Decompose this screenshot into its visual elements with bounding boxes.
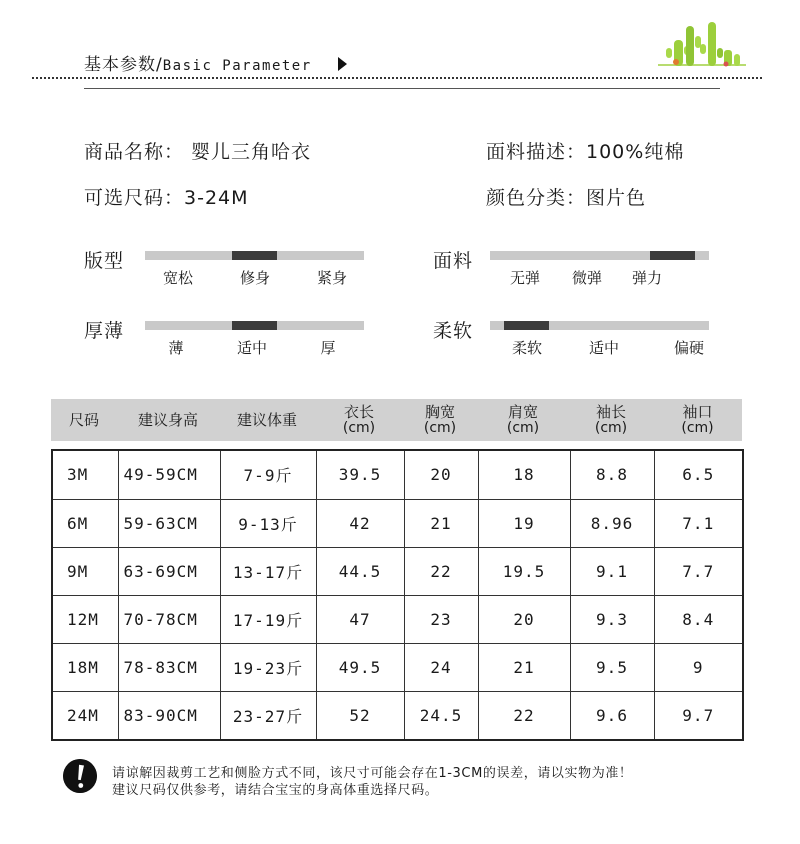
chest-cell: 22: [404, 547, 478, 595]
table-row: [52, 450, 743, 499]
chest-cell: 20: [404, 450, 478, 499]
height-cell: 59-63CM: [118, 499, 220, 547]
length-cell: 49.5: [316, 643, 404, 691]
sleeve-cell: 9.5: [570, 643, 654, 691]
length-cell: 42: [316, 499, 404, 547]
cuff-cell: 7.1: [654, 499, 743, 547]
sleeve-cell: 9.1: [570, 547, 654, 595]
height-cell: 63-69CM: [118, 547, 220, 595]
size-cell: 6M: [52, 499, 118, 547]
size-cell: 3M: [52, 450, 118, 499]
slider-option: 微弹: [571, 269, 603, 287]
weight-cell: 13-17斤: [220, 547, 316, 595]
slider-marker-thickness: [232, 321, 277, 330]
table-header-cell: [653, 399, 742, 441]
table-header-cell: [219, 399, 315, 441]
slider-label-softness: 柔软: [433, 320, 474, 342]
shoulder-cell: 21: [478, 643, 570, 691]
cuff-cell: 8.4: [654, 595, 743, 643]
color-category: 颜色分类：图片色: [486, 187, 647, 209]
chest-cell: 21: [404, 499, 478, 547]
header-name: 肩宽: [507, 403, 538, 421]
slider-marker-softness: [504, 321, 549, 330]
slider-option: 宽松: [162, 269, 194, 287]
header-unit: (cm): [342, 420, 376, 436]
cuff-cell: 9.7: [654, 691, 743, 740]
notice-line-2: 建议尺码仅供参考，请结合宝宝的身高体重选择尺码。: [112, 783, 439, 798]
slider-option: 适中: [236, 339, 268, 357]
section-title: [84, 50, 312, 75]
header-name: 胸宽: [424, 403, 455, 421]
header-unit: (cm): [423, 420, 457, 436]
slider-track-softness: [490, 321, 709, 330]
chest-cell: 24.5: [404, 691, 478, 740]
height-cell: 49-59CM: [118, 450, 220, 499]
table-header-cell: [477, 399, 569, 441]
solid-divider: [84, 88, 720, 89]
dotted-divider: [32, 77, 762, 79]
fabric-description: 面料描述：100%纯棉: [486, 141, 685, 163]
length-cell: 47: [316, 595, 404, 643]
size-cell: 9M: [52, 547, 118, 595]
header-unit: (cm): [681, 420, 714, 436]
table-row: [52, 499, 743, 547]
table-header-cell: [403, 399, 477, 441]
size-cell: 12M: [52, 595, 118, 643]
height-cell: 70-78CM: [118, 595, 220, 643]
slider-option: 弹力: [631, 269, 663, 287]
slider-track-fabric: [490, 251, 709, 260]
sleeve-cell: 8.8: [570, 450, 654, 499]
header-name: 袖口: [682, 403, 713, 421]
slider-option: 厚: [320, 339, 336, 357]
section-title-separator: /: [156, 55, 163, 75]
sleeve-cell: 9.6: [570, 691, 654, 740]
cuff-cell: 9: [654, 643, 743, 691]
length-cell: 52: [316, 691, 404, 740]
table-row: [52, 547, 743, 595]
header-name: 衣长: [343, 403, 374, 421]
shoulder-cell: 19.5: [478, 547, 570, 595]
slider-option: 适中: [588, 339, 620, 357]
weight-cell: 23-27斤: [220, 691, 316, 740]
table-header-cell: [51, 399, 117, 441]
section-title-cn: 基本参数: [84, 55, 156, 75]
weight-cell: 19-23斤: [220, 643, 316, 691]
chest-cell: 23: [404, 595, 478, 643]
shoulder-cell: 18: [478, 450, 570, 499]
header-name: 尺码: [68, 411, 99, 429]
table-header-cell: [315, 399, 403, 441]
header-unit: (cm): [594, 420, 628, 436]
slider-option: 薄: [168, 339, 184, 357]
table-header-cell: [117, 399, 219, 441]
slider-track-thickness: [145, 321, 364, 330]
table-row: [52, 595, 743, 643]
size-table: [51, 449, 744, 741]
slider-label-fabric: 面料: [433, 250, 474, 272]
slider-option: 无弹: [509, 269, 541, 287]
slider-marker-fit: [232, 251, 277, 260]
size-cell: 18M: [52, 643, 118, 691]
header-name: 袖长: [595, 403, 626, 421]
shoulder-cell: 20: [478, 595, 570, 643]
arrow-right-icon: [338, 57, 347, 71]
slider-option: 偏硬: [673, 339, 705, 357]
sleeve-cell: 9.3: [570, 595, 654, 643]
length-cell: 39.5: [316, 450, 404, 499]
table-row: [52, 643, 743, 691]
slider-track-fit: [145, 251, 364, 260]
available-sizes: 可选尺码：3-24M: [84, 187, 249, 209]
shoulder-cell: 19: [478, 499, 570, 547]
table-row: [52, 691, 743, 740]
cuff-cell: 6.5: [654, 450, 743, 499]
height-cell: 83-90CM: [118, 691, 220, 740]
shoulder-cell: 22: [478, 691, 570, 740]
weight-cell: 7-9斤: [220, 450, 316, 499]
table-header-cell: [569, 399, 653, 441]
product-name: 商品名称： 婴儿三角哈衣: [84, 141, 312, 163]
slider-label-fit: 版型: [84, 250, 125, 272]
cactus-decoration-icon: [656, 18, 748, 74]
slider-option: 紧身: [316, 269, 348, 287]
header-name: 建议身高: [137, 411, 198, 429]
chest-cell: 24: [404, 643, 478, 691]
slider-label-thickness: 厚薄: [84, 320, 125, 342]
header-name: 建议体重: [236, 411, 297, 429]
slider-option: 修身: [239, 269, 271, 287]
height-cell: 78-83CM: [118, 643, 220, 691]
header-unit: (cm): [506, 420, 540, 436]
notice-line-1: 请谅解因裁剪工艺和侧脸方式不同，该尺寸可能会存在1-3CM的误差，请以实物为准！: [112, 766, 633, 781]
sleeve-cell: 8.96: [570, 499, 654, 547]
weight-cell: 17-19斤: [220, 595, 316, 643]
cuff-cell: 7.7: [654, 547, 743, 595]
weight-cell: 9-13斤: [220, 499, 316, 547]
size-cell: 24M: [52, 691, 118, 740]
exclamation-warning-icon: [63, 759, 97, 793]
slider-marker-fabric: [650, 251, 695, 260]
section-title-en: Basic Parameter: [162, 58, 312, 74]
length-cell: 44.5: [316, 547, 404, 595]
slider-option: 柔软: [511, 339, 543, 357]
